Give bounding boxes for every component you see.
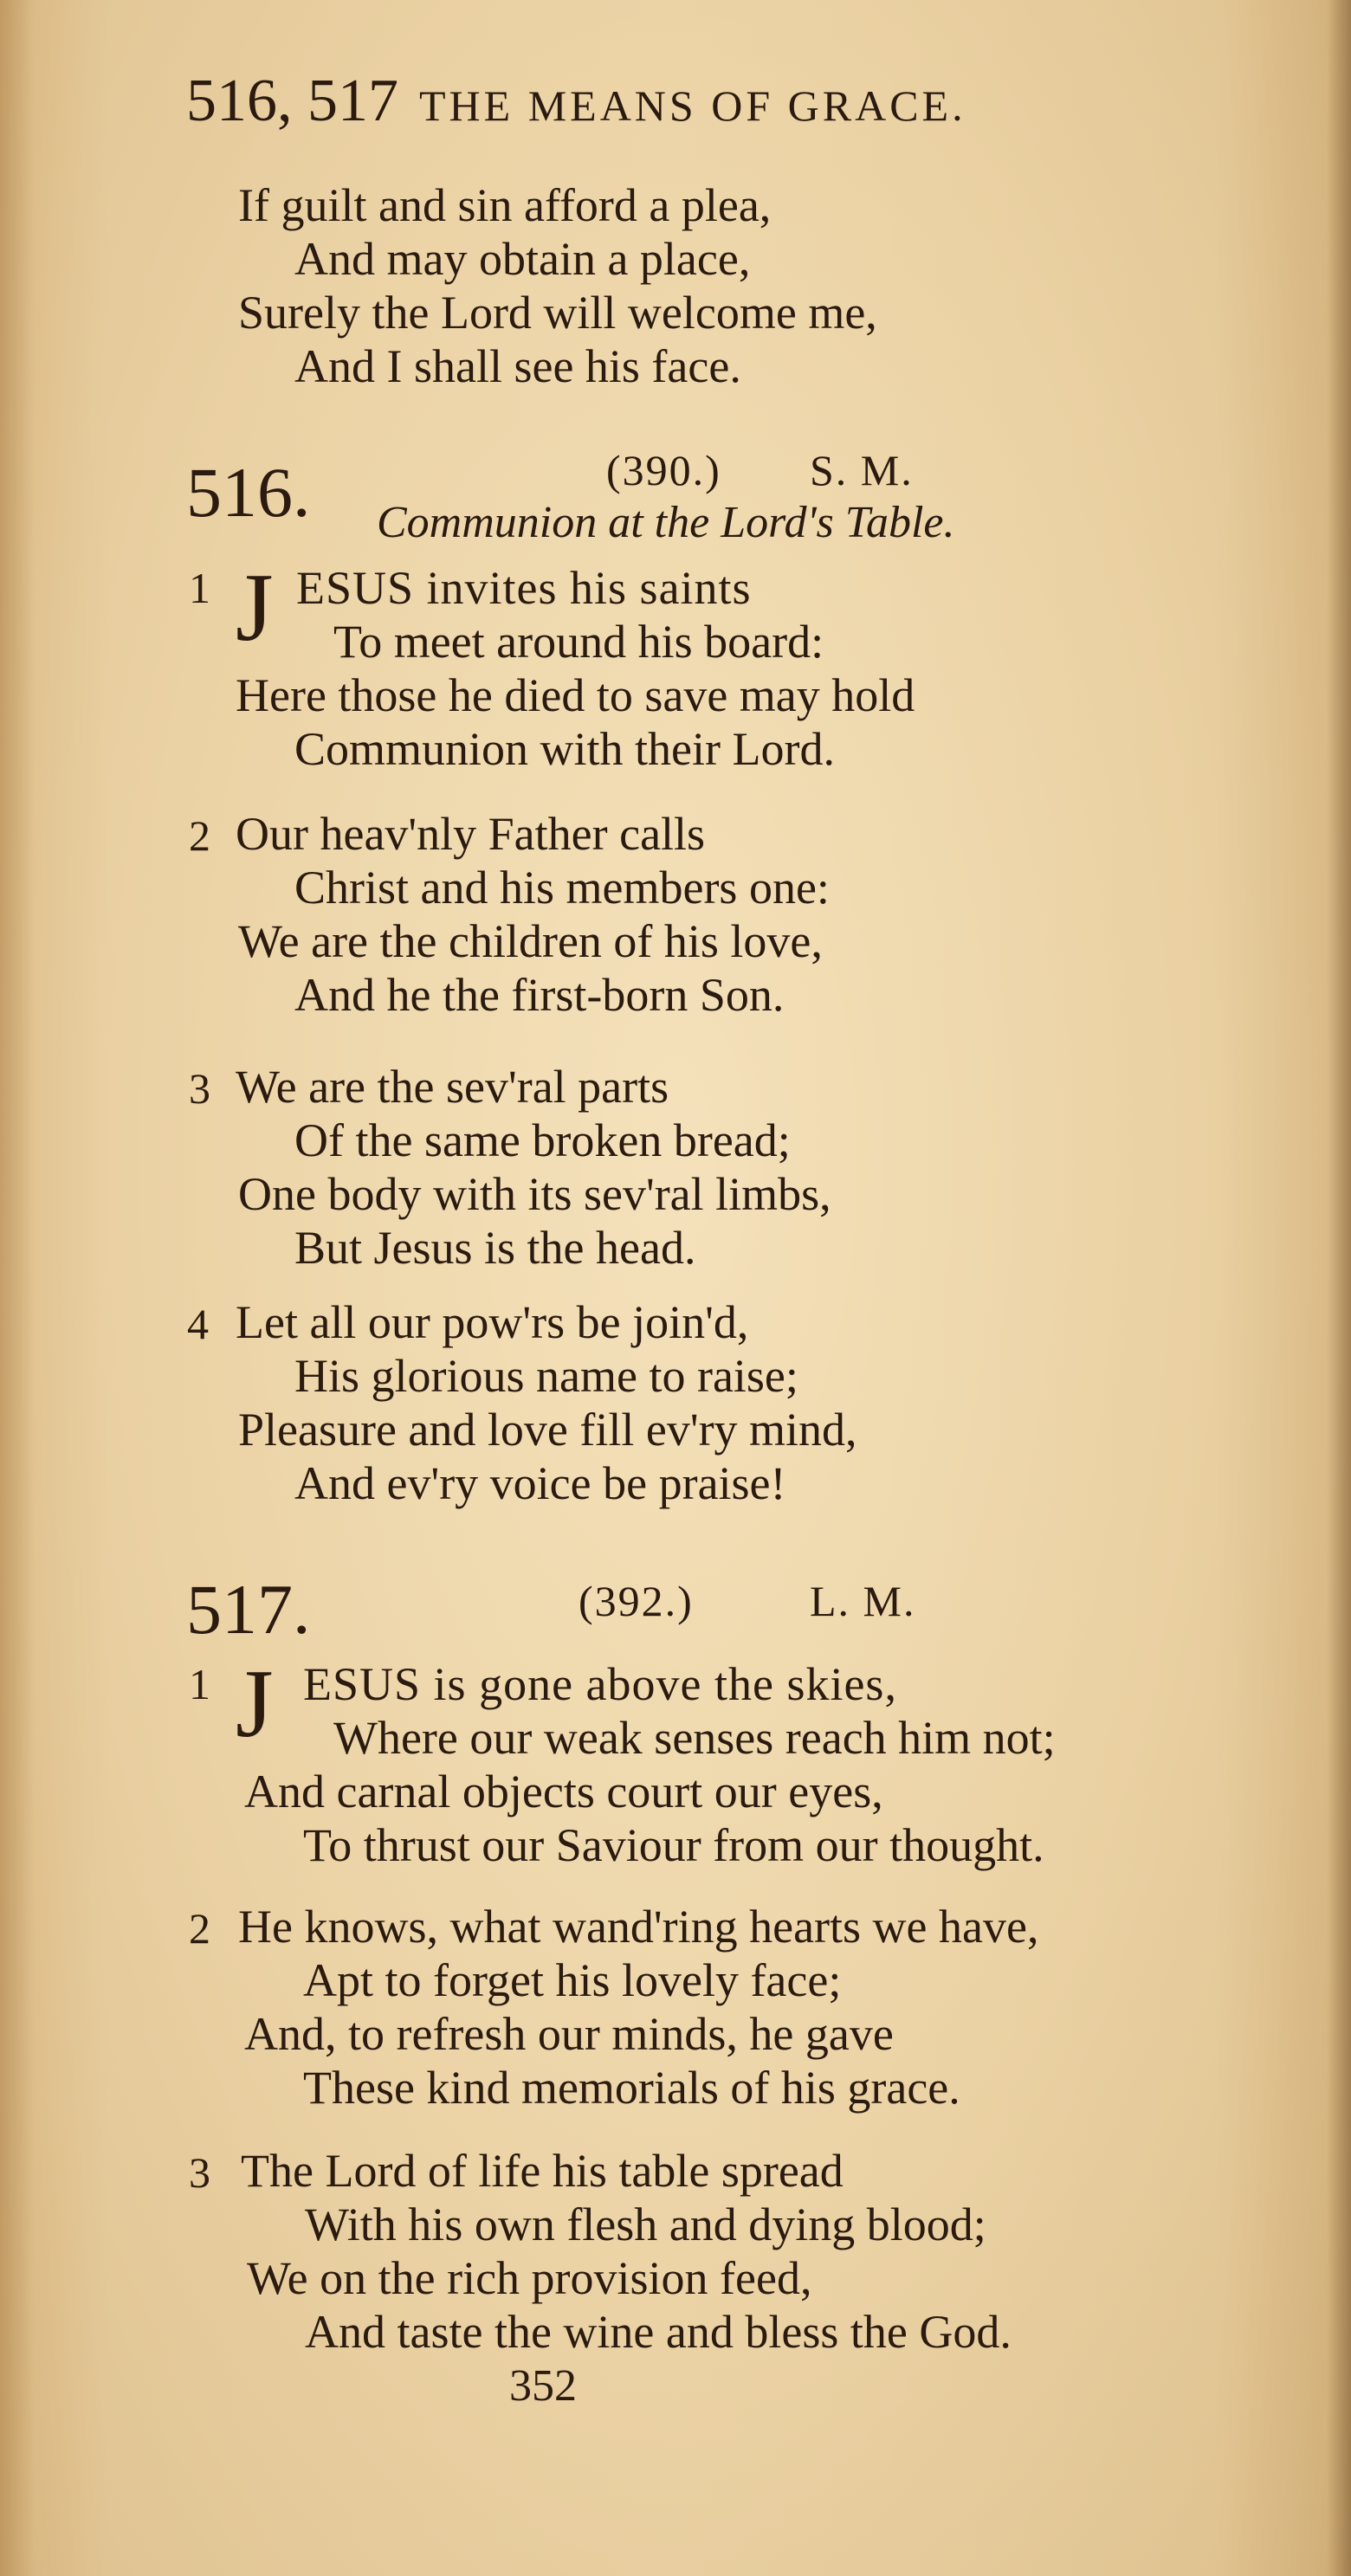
verse-line: Let all our pow'rs be join'd, [236, 1296, 749, 1348]
verse-number: 2 [189, 811, 210, 860]
hymn-516-meter: S. M. [810, 446, 914, 494]
verse-line: And carnal objects court our eyes, [244, 1766, 883, 1817]
verse-line: But Jesus is the head. [294, 1222, 696, 1274]
header-hymn-numbers: 516, 517 [186, 68, 398, 134]
verse-line: Of the same broken bread; [294, 1114, 791, 1166]
page-number: 352 [509, 2361, 577, 2411]
header-running-title: THE MEANS OF GRACE. [419, 81, 966, 130]
verse-line: We are the children of his love, [238, 915, 823, 967]
verse-line: His glorious name to raise; [294, 1350, 798, 1402]
verse-number: 4 [187, 1300, 209, 1348]
drop-cap: J [236, 554, 274, 662]
hymn-number-516: 516. [186, 453, 311, 532]
hymn-number-517: 517. [186, 1570, 311, 1649]
verse-line: Apt to forget his lovely face; [303, 1954, 842, 2006]
verse-number: 2 [189, 1904, 210, 1953]
verse-line: To meet around his board: [333, 616, 824, 668]
verse-line: ESUS is gone above the skies, [303, 1658, 897, 1710]
verse-line: The Lord of life his table spread [241, 2145, 844, 2197]
verse-line: Communion with their Lord. [294, 723, 835, 775]
verse-line: We are the sev'ral parts [236, 1061, 669, 1113]
preceding-line: And may obtain a place, [294, 233, 751, 285]
hymn-517-meter: L. M. [810, 1577, 916, 1625]
verse-line: He knows, what wand'ring hearts we have, [238, 1901, 1039, 1953]
running-header [186, 68, 966, 134]
verse-line: With his own flesh and dying blood; [305, 2198, 986, 2250]
verse-line: And ev'ry voice be praise! [294, 1457, 786, 1509]
drop-cap: J [236, 1650, 274, 1758]
hymn-516-tune-ref: (390.) [606, 446, 721, 494]
preceding-line: Surely the Lord will welcome me, [238, 287, 877, 339]
hymn-517-tune-ref: (392.) [579, 1577, 694, 1625]
verse-line: Christ and his members one: [294, 862, 830, 914]
verse-line: Where our weak senses reach him not; [333, 1712, 1056, 1764]
verse-line: Our heav'nly Father calls [236, 808, 706, 860]
preceding-line: And I shall see his face. [294, 340, 741, 392]
verse-line: And he the first-born Son. [294, 969, 785, 1021]
verse-line: Here those he died to save may hold [236, 669, 915, 721]
verse-number: 1 [189, 564, 210, 612]
hymn-516-title: Communion at the Lord's Table. [377, 498, 955, 547]
verse-number: 3 [189, 1064, 210, 1113]
verse-line: To thrust our Saviour from our thought. [303, 1819, 1044, 1871]
verse-line: Pleasure and love fill ev'ry mind, [238, 1404, 857, 1456]
verse-line: One body with its sev'ral limbs, [238, 1168, 831, 1220]
verse-number: 3 [189, 2148, 210, 2197]
verse-line: And, to refresh our minds, he gave [244, 2008, 894, 2060]
verse-number: 1 [189, 1660, 210, 1708]
verse-line: And taste the wine and bless the God. [305, 2306, 1012, 2358]
verse-line: We on the rich provision feed, [247, 2252, 812, 2304]
preceding-line: If guilt and sin afford a plea, [238, 179, 772, 231]
verse-line: These kind memorials of his grace. [303, 2062, 960, 2114]
verse-line: ESUS invites his saints [296, 562, 752, 614]
